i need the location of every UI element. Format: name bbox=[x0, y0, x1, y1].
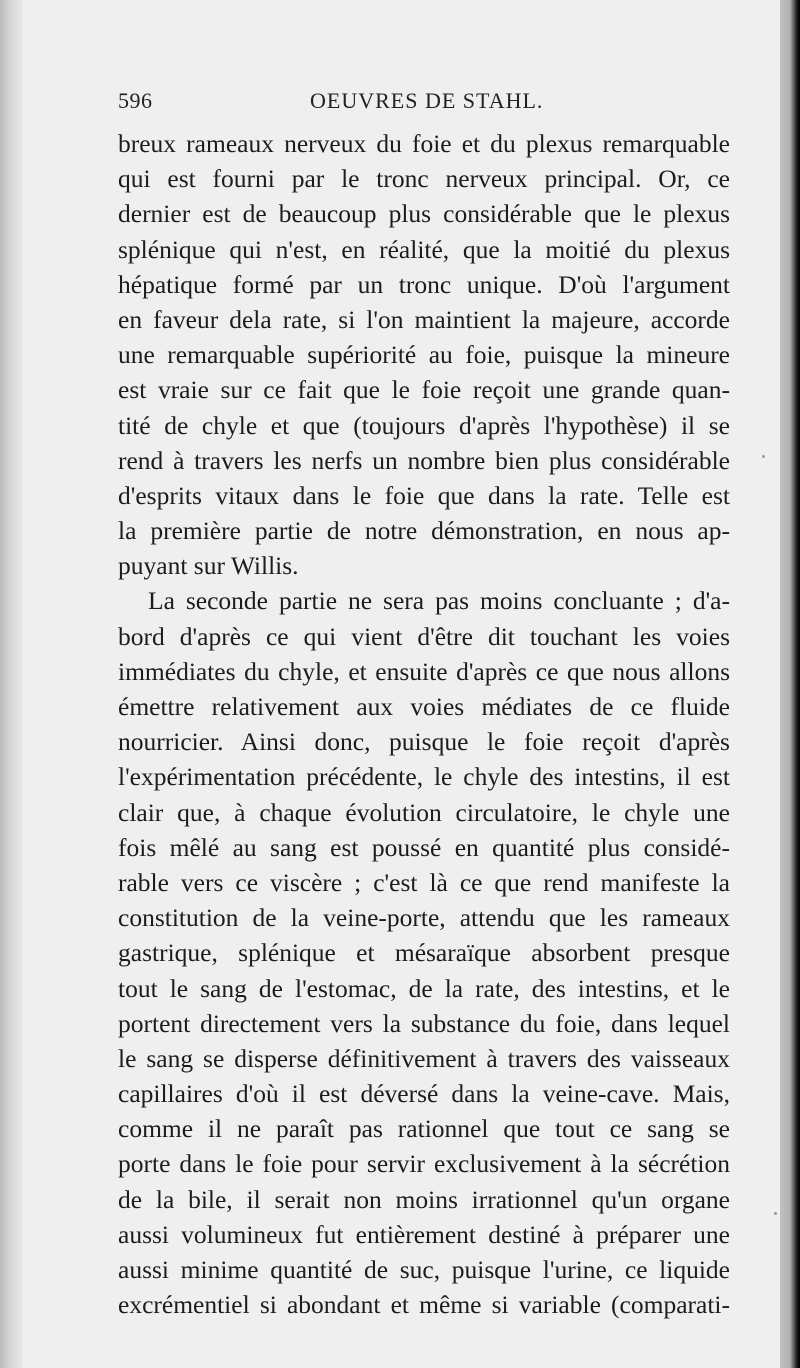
page-number: 596 bbox=[118, 88, 153, 113]
text-line: portent directement vers la substance du foie, dans lequel bbox=[118, 1008, 730, 1038]
text-line: le sang se disperse définitivement à travers des vaisseaux bbox=[118, 1043, 730, 1073]
text-line: bord d'après ce qui vient d'être dit touchant les voies bbox=[118, 621, 730, 651]
text-line: de la bile, il serait non moins irrationnel qu'un organe bbox=[118, 1184, 730, 1214]
text-line: constitution de la veine-porte, attendu que les rameaux bbox=[118, 903, 730, 933]
text-line: nourricier. Ainsi donc, puisque le foie reçoit d'après bbox=[118, 727, 730, 757]
text-line: rend à travers les nerfs un nombre bien plus considérable bbox=[118, 445, 730, 475]
text-line: excrémentiel si abondant et même si variable (comparati- bbox=[118, 1290, 730, 1320]
text-line: aussi volumineux fut entièrement destiné à préparer une bbox=[118, 1219, 730, 1249]
text-line: breux rameaux nerveux du foie et du plexus remarquable bbox=[118, 129, 730, 158]
text-line: hépatique formé par un tronc unique. D'où l'argument bbox=[118, 269, 730, 299]
running-title: OEUVRES DE STAHL. bbox=[310, 88, 544, 113]
ink-speck bbox=[762, 455, 765, 458]
text-line: puyant sur Willis. bbox=[118, 551, 299, 581]
text-line: porte dans le foie pour servir exclusivement à la sécrétion bbox=[118, 1149, 730, 1179]
text-line: tité de chyle et que (toujours d'après l'hypothèse) il se bbox=[118, 410, 730, 440]
text-line: fois mêlé au sang est poussé en quantité plus considé- bbox=[118, 832, 730, 862]
text-line: clair que, à chaque évolution circulatoire, le chyle une bbox=[118, 797, 730, 827]
ink-speck bbox=[774, 1212, 777, 1215]
text-line: gastrique, splénique et mésaraïque absorbent presque bbox=[118, 938, 730, 968]
text-line: immédiates du chyle, et ensuite d'après ce que nous allons bbox=[118, 656, 730, 686]
body-text bbox=[118, 126, 730, 1322]
text-line: dernier est de beaucoup plus considérable que le plexus bbox=[118, 199, 730, 229]
text-line: tout le sang de l'estomac, de la rate, des intestins, et le bbox=[118, 973, 730, 1003]
text-line: comme il ne paraît pas rationnel que tout ce sang se bbox=[118, 1114, 730, 1144]
text-line: en faveur dela rate, si l'on maintient la majeure, accorde bbox=[118, 304, 730, 334]
text-line: émettre relativement aux voies médiates de ce fluide bbox=[118, 692, 730, 721]
text-line: d'esprits vitaux dans le foie que dans la rate. Telle est bbox=[118, 480, 730, 510]
running-head bbox=[118, 88, 728, 118]
text-line: une remarquable supériorité au foie, puisque la mineure bbox=[118, 340, 730, 370]
text-line: qui est fourni par le tronc nerveux principal. Or, ce bbox=[118, 164, 730, 194]
text-line: splénique qui n'est, en réalité, que la moitié du plexus bbox=[118, 234, 730, 264]
paragraph-start-line: La seconde partie ne sera pas moins concluante ; d'a- bbox=[148, 586, 730, 616]
text-line: est vraie sur ce fait que le foie reçoit une grande quan- bbox=[118, 375, 730, 405]
text-line: rable vers ce viscère ; c'est là ce que rend manifeste la bbox=[118, 867, 730, 897]
text-line: capillaires d'où il est déversé dans la veine-cave. Mais, bbox=[118, 1079, 730, 1109]
text-line: l'expérimentation précédente, le chyle des intestins, il est bbox=[118, 762, 730, 792]
text-line: aussi minime quantité de suc, puisque l'urine, ce liquide bbox=[118, 1255, 730, 1284]
text-line: la première partie de notre démonstration, en nous ap- bbox=[118, 516, 730, 546]
